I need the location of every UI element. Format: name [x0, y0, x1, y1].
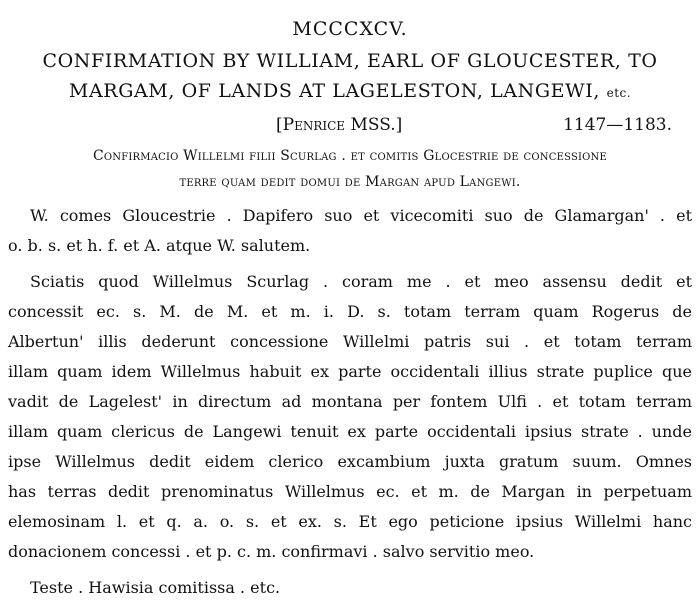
- charter-title-line-2-text: MARGAM, OF LANDS AT LAGELESTON, LANGEWI,: [68, 80, 600, 102]
- body-line: illam quam clericus de Langewi tenuit ex parte occidentali ipsius strate . unde: [8, 422, 692, 441]
- body-line: illam quam idem Willelmus habuit ex parte occidentali illius strate puplice que: [8, 362, 692, 381]
- witness-line: Teste . Hawisia comitissa . etc.: [30, 578, 281, 597]
- date-range: 1147—1183.: [563, 115, 672, 135]
- body-line: has terras dedit prenominatus Willelmus ec. et m. de Margan in perpetuam: [8, 482, 692, 501]
- body-line: o. b. s. et h. f. et A. atque W. salutem.: [8, 236, 311, 255]
- body-line: elemosinam l. et q. a. o. s. et ex. s. Et ego peticione ipsius Willelmi hanc: [8, 512, 692, 531]
- latin-heading-line-2: terre quam dedit domui de Margan apud Langewi.: [179, 174, 521, 190]
- body-line: donacionem concessi . et p. c. m. confirmavi . salvo servitio meo.: [8, 542, 535, 561]
- charter-title-line-1: CONFIRMATION BY WILLIAM, EARL OF GLOUCESTER, TO: [42, 50, 658, 72]
- body-line: W. comes Gloucestrie . Dapifero suo et vicecomiti suo de Glamargan' . et: [30, 206, 692, 225]
- body-line: Albertun' illis dederunt concessione Willelmi patris sui . et totam terram: [8, 332, 692, 351]
- source-open-bracket: [: [276, 115, 283, 135]
- charter-title-etc: etc.: [606, 86, 632, 100]
- latin-heading-line-1: Confirmacio Willelmi filii Scurlag . et comitis Glocestrie de concessione: [92, 148, 608, 164]
- charter-number: MCCCXCV.: [292, 18, 408, 40]
- source-reference: [276, 115, 402, 135]
- body-line: concessit ec. s. M. de M. et m. i. D. s. totam terram quam Rogerus de: [8, 302, 692, 321]
- body-line: Sciatis quod Willelmus Scurlag . coram me . et meo assensu dedit et: [30, 272, 692, 291]
- charter-title-line-2: [0, 80, 700, 102]
- source-name: Penrice: [282, 115, 346, 135]
- source-rest: MSS.]: [345, 115, 403, 135]
- body-line: ipse Willelmus dedit eidem clerico excambium juxta gratum suum. Omnes: [8, 452, 692, 471]
- body-line: vadit de Lagelest' in directum ad montana per fontem Ulfi . et totam terram: [8, 392, 692, 411]
